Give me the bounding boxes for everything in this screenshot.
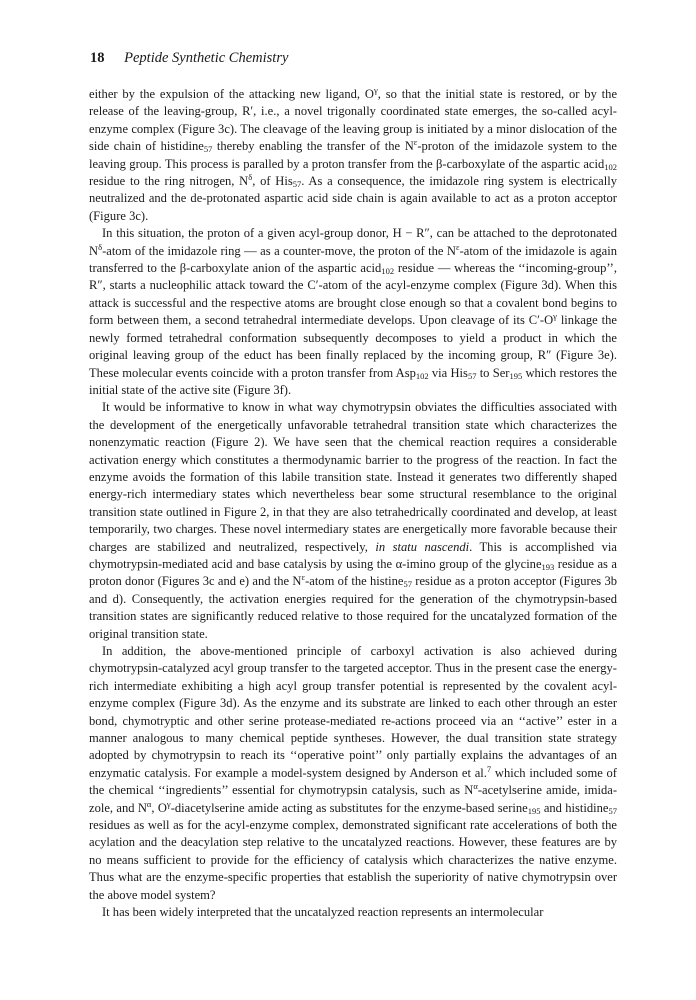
running-title: Peptide Synthetic Chemistry [124,50,289,66]
paragraph: It would be informative to know in what way chymotrypsin obviates the difficulties associated with the development of the energetically unfavorable tetrahedral transition state which characterizes the nonenzymatic reaction (Figure 2). We have seen that the chemical reaction requires a considerable activation energy which constitutes a thermodynamic barrier to the progress of the reaction. In fact the enzyme avoids the formation of this labile transition state. Instead it generates two differently shaped energy-rich intermediary states which nevertheless bear some structural resemblance to the original transition state outlined in Figure 2, in that they are also tetrahedrically coordinated and develop, at least temporarily, two charges. These novel intermediary states are energetically more favorable because their charges are stabilized and neutralized, respectively, in statu nascendi. This is accomplished via chymotrypsin-mediated acid and base catalysis by using the α-imino group of the glycine$_{193}$ residue as a proton donor (Figures 3c and e) and the $N^\varepsilon$-atom of the histine$_{57}$ residue as a proton acceptor (Figures 3b and d). Consequently, the activation energies required for the generation of the chymotrypsin-based transition states are significantly reduced relative to those required for the uncatalyzed formation of the original transition state. [89,400,617,641]
paragraph: In this situation, the proton of a given acyl-group donor, H − R″, can be attached to the deprotonated $N^\delta$-atom of the imidazole ring — as a counter-move, the proton of the $N^\varepsilon$-atom of the imidazole is again transferred to the β-carboxylate anion of the aspartic acid$_{102}$ residue — whereas the ‘‘incoming-group’’, R″, starts a nucleophilic attack toward the C′-atom of the acyl-enzyme complex (Figure 3d). When this attack is successful and the respective atoms are brought close enough so that a covalent bond begins to form between them, a second tetrahedral intermediate develops. Upon cleavage of its $C'-O^\gamma$ linkage the newly formed tetrahedral conformation subsequently decomposes to yield a product in which the original leaving group of the educt has been finally replaced by the incoming group, R″ (Figure 3e). These molecular events coincide with a proton transfer from Asp$_{102}$ via His$_{57}$ to Ser$_{195}$ which restores the initial state of the active site (Figure 3f). [89,226,617,397]
paragraph: It has been widely interpreted that the uncatalyzed reaction represents an intermolecular [102,905,544,920]
body-text [89,86,617,922]
page-number: 18 [90,50,105,66]
running-header [90,50,288,70]
paragraph: In addition, the above-mentioned principle of carboxyl activation is also achieved during chymotrypsin-catalyzed acyl group transfer to the targeted acceptor. Thus in the present case the energy-rich intermediate exhibiting a high acyl group transfer potential is represented by the covalent acyl-enzyme complex (Figure 3d). As the enzyme and its substrate are linked to each other through an ester bond, chymotryptic and other serine protease-mediated re-actions proceed via an ‘‘active’’ ester in a manner analogous to many chemical peptide syntheses. However, the dual transition state strategy adopted by chymotrypsin to reach its ‘‘operative point’’ only partially explains the advantages of an enzymatic catalysis. For example a model-system designed by Anderson et al.$^7$ which included some of the chemical ‘‘ingredients’’ essential for chymotrypsin catalysis, such as $N^\alpha$-acetylserine amide, imida-zole, and $N^\alpha$, $O^\gamma$-diacetylserine amide acting as substitutes for the enzyme-based serine$_{195}$ and histidine$_{57}$ residues as well as for the acyl-enzyme complex, demonstrated significant rate accelerations of both the acylation and the deacylation step relative to the uncatalyzed reactions. However, these features are by no means sufficient to provide for the efficiency of catalysis which characterizes the native enzyme. Thus what are the enzyme-specific properties that establish the superiority of native chymotrypsin over the above model system? [89,644,617,902]
paragraph: either by the expulsion of the attacking new ligand, $O^\gamma$, so that the initial state is restored, or by the release of the leaving-group, R′, i.e., a novel trigonally coordinated state emerges, the so-called acyl-enzyme complex (Figure 3c). The cleavage of the leaving group is initiated by a minor dislocation of the side chain of histidine$_{57}$ thereby enabling the transfer of the $N^\varepsilon$-proton of the imidazole system to the leaving group. This process is paralled by a proton transfer from the β-carboxylate of the aspartic acid$_{102}$ residue to the ring nitrogen, $N^\delta$, of His$_{57}$. As a consequence, the imidazole ring system is electrically neutralized and the de-protonated aspartic acid side chain is again available to act as a proton acceptor (Figure 3c). [89,85,618,223]
